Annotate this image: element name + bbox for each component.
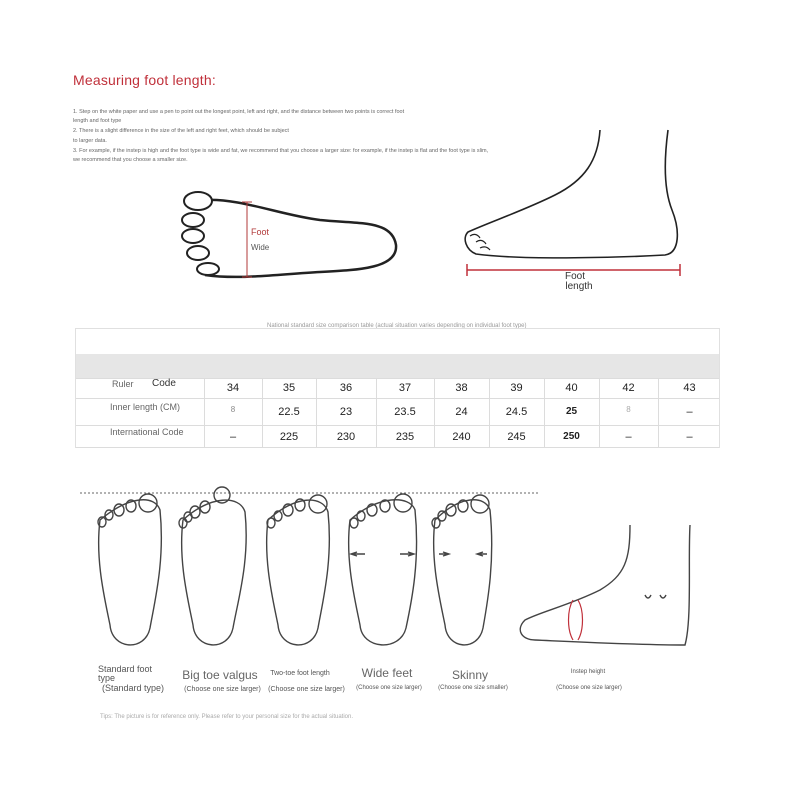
foot-label: Foot <box>251 227 270 237</box>
page-title: Measuring foot length: <box>73 72 216 88</box>
instruction-line-2: length and foot type <box>73 118 122 124</box>
foot-type-name: Wide feet <box>361 666 413 680</box>
foot-length-label-line2: length <box>565 281 593 292</box>
international-cell: 240 <box>452 431 471 443</box>
foot-type-name: Instep height <box>570 669 606 675</box>
foot-length-label-line1: Foot <box>564 271 585 282</box>
international-cell: 225 <box>279 431 299 443</box>
foot-type-name: Two-toe foot length <box>270 670 330 677</box>
foot-type-note: (Choose one size larger) <box>556 685 622 691</box>
ruler-label: Ruler <box>112 379 134 389</box>
inner-length-cell: 22.5 <box>278 406 300 418</box>
foot-type-name: Standard foot type <box>98 664 153 683</box>
inner-length-cell: – <box>686 406 693 418</box>
international-cell: – <box>625 431 632 443</box>
tips-text: Tips: The picture is for reference only. Please refer to your personal size for the actual situation. <box>100 714 354 720</box>
inner-length-cell: 23.5 <box>394 406 416 418</box>
international-cell: 245 <box>507 431 526 443</box>
international-cell: 230 <box>336 431 356 443</box>
inner-length-cell: 24 <box>455 406 468 418</box>
foot-type-note: (Choose one size larger) <box>268 686 345 693</box>
code-cell: 39 <box>510 382 523 394</box>
foot-type-note: (Choose one size larger) <box>184 686 261 693</box>
foot-type-name: Big toe valgus <box>182 668 258 682</box>
international-cell: – <box>686 431 693 443</box>
foot-type-note: (Choose one size larger) <box>356 685 422 691</box>
inner-length-cell: 8 <box>230 405 236 414</box>
code-cell: 43 <box>683 382 696 394</box>
code-cell: 36 <box>339 382 353 394</box>
international-cell: 235 <box>395 431 415 443</box>
wide-label: Wide <box>251 243 270 252</box>
code-cell: 37 <box>398 382 412 394</box>
foot-type-name: Skinny <box>451 668 489 682</box>
inner-length-cell: 8 <box>626 405 631 414</box>
foot-type-note: (Choose one size smaller) <box>438 685 508 691</box>
international-cell: – <box>229 431 237 443</box>
international-code-label: International Code <box>110 427 184 437</box>
international-cell: 250 <box>563 431 580 442</box>
instruction-line-3: 2. There is a slight difference in the size of the left and right feet, which should be subject <box>73 128 289 134</box>
inner-length-cell: 23 <box>339 406 353 418</box>
instruction-line-6: we recommend that you choose a smaller size. <box>73 157 188 163</box>
instruction-line-4: to larger data. <box>73 138 107 144</box>
code-cell: 35 <box>282 382 296 394</box>
inner-length-cell: 24.5 <box>505 406 528 418</box>
code-label: Code <box>152 378 176 389</box>
instruction-line-5: 3. For example, if the instep is high and the foot type is wide and fat, we recommend that you choose a larger size: for example, if the instep is flat and the foot type is slim, <box>73 148 489 154</box>
inner-length-cell: 25 <box>565 406 578 417</box>
inner-length-label: Inner length (CM) <box>110 402 181 412</box>
code-cell: 40 <box>565 382 578 394</box>
code-cell: 42 <box>622 382 635 394</box>
code-cell: 38 <box>455 382 468 394</box>
instruction-line-1: 1. Step on the white paper and use a pen to point out the longest point, left and right, and the distance between two points is correct foot <box>73 109 405 115</box>
foot-type-note: (Standard type) <box>102 683 165 693</box>
code-cell: 34 <box>226 382 240 394</box>
table-caption: National standard size comparison table (actual situation varies depending on individual foot type) <box>267 323 527 329</box>
